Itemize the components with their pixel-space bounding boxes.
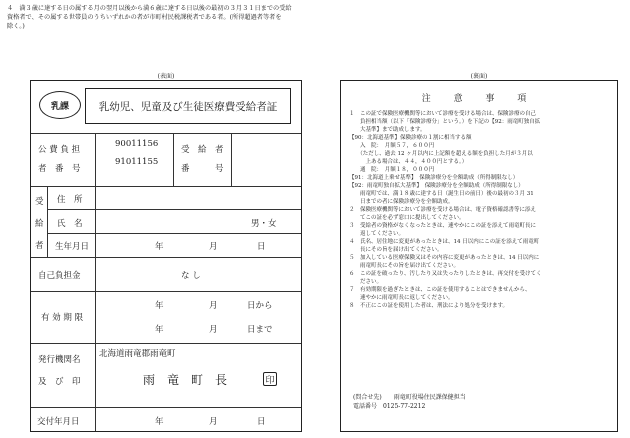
gender-choice: 男・女 <box>251 219 277 229</box>
contact-office: 雨竜町役場住民課保健担当 <box>393 394 466 401</box>
recipient-number-label: 受 給 者 <box>181 145 224 155</box>
recipient-side-label: 者 <box>35 241 44 251</box>
notes-line: 【91：北海道上乗せ基準】 保険診療分を全額助成（所得制限なし） <box>349 175 519 181</box>
notes-line: （ただし、過去 12 ヶ月以内に上記額を超える額を負担した月が３月以 <box>349 151 533 157</box>
divider <box>47 233 301 234</box>
certificate-title: 乳幼児、児童及び生徒医療費受給者証 <box>85 88 291 124</box>
notes-line: ４ 氏名、居住地に変更があったときは、14 日以内にこの証を添えて雨竜町 <box>349 239 540 245</box>
payer-label: 公 費 負 担 <box>38 145 81 155</box>
month-mark: 月 <box>209 417 218 427</box>
day-mark: 日 <box>257 417 266 427</box>
front-caption: (表面) <box>157 73 175 80</box>
notes-line: ７ 有効期限を過ぎたときは、この証を使用することはできませんから、 <box>349 287 531 293</box>
notes-line: 雨竜町では、満１８歳に達する日（誕生日の前日）後の最初の３月 31 <box>349 191 534 197</box>
divider <box>95 407 96 431</box>
header-note <box>7 4 619 31</box>
validity-label: 有 効 期 限 <box>41 313 84 323</box>
category-badge: 乳課 <box>39 91 81 119</box>
notes-line: 入 院： 月額５７，６００円 <box>349 143 435 149</box>
mayor-title: 雨 竜 町 長 <box>143 373 228 387</box>
notes-line: 負担相当額（以下「保険診療分」という。）を下記の【92：雨竜町独自拡 <box>349 119 541 125</box>
notes-line: 日までの者に保険診療分を全額助成。 <box>349 199 454 205</box>
month-mark: 月 <box>209 325 218 335</box>
name-label: 氏 名 <box>57 219 83 229</box>
recipient-number-label: 番 号 <box>181 164 224 174</box>
notes-line: 大基準】まで助成します。 <box>349 127 426 133</box>
valid-until: 日まで <box>247 325 273 335</box>
year-mark: 年 <box>155 325 164 335</box>
divider <box>31 186 301 187</box>
back-caption: (裏面) <box>470 73 488 80</box>
divider <box>31 343 301 344</box>
month-mark: 月 <box>209 301 218 311</box>
divider <box>47 209 301 210</box>
notes-line: 返してください。 <box>349 231 405 237</box>
year-mark: 年 <box>155 242 164 252</box>
divider <box>231 133 232 186</box>
issuer-name: 北海道雨竜郡雨竜町 <box>99 349 176 359</box>
year-mark: 年 <box>155 301 164 311</box>
notes-line: ８ 不正にこの証を使用した者は、刑法により処分を受けます。 <box>349 303 509 309</box>
notes-line: 【92：雨竜町独自拡大基準】 保険診療分を全額助成（所得制限なし） <box>349 183 524 189</box>
issuer-label: 発行機関名 <box>38 355 81 365</box>
notes-line: 速やかに雨竜町長に返してください。 <box>349 295 454 301</box>
notes-line: 上ある場合は、４４，４００円とする。） <box>349 159 468 165</box>
official-seal: 印 <box>263 372 277 386</box>
notes-line: ださい。 <box>349 279 383 285</box>
divider <box>173 133 174 186</box>
notes-line: 通 院： 月額１８，０００円 <box>349 167 435 173</box>
divider <box>31 133 301 134</box>
phone-label: 電話番号 <box>353 403 378 410</box>
divider <box>31 407 301 408</box>
recipient-side-label: 受 <box>35 197 44 207</box>
header-note-line: 除く。) <box>7 23 25 30</box>
notes-list <box>349 110 611 310</box>
divider <box>95 133 96 186</box>
phone-number: 0125-77-2212 <box>383 403 426 410</box>
dob-label: 生年月日 <box>55 242 90 252</box>
notes-line: てこの証を必ず窓口に提出してください。 <box>349 215 465 221</box>
notes-title: 注 意 事 項 <box>421 94 537 104</box>
notes-line: ６ この証を破ったり、汚したり又は失ったりしたときは、再交付を受けてく <box>349 271 542 277</box>
notes-line: 長にその旨を届け出てください。 <box>349 247 443 253</box>
payer-number: 91011155 <box>115 157 159 167</box>
copay-value: な し <box>181 271 201 281</box>
day-mark: 日 <box>257 242 266 252</box>
contact-block <box>353 393 466 411</box>
issuer-label: 及 び 印 <box>38 377 81 387</box>
address-label: 住 所 <box>57 195 83 205</box>
divider <box>47 186 48 257</box>
notes-line: ３ 受給者の資格がなくなったときは、速やかにこの証を添えて雨竜町長に <box>349 223 537 229</box>
certificate-back <box>340 80 618 432</box>
divider <box>31 257 301 258</box>
notes-line: ５ 加入している医療保険又はその内容に変更があったときは、14 日以内に <box>349 255 540 261</box>
certificate-front <box>30 80 302 432</box>
notes-line: 【90：北海道基準】保険診療の１割に相当する額 <box>349 135 472 141</box>
notes-line: １ この証で保険医療機関等において診療を受ける場合は、保険診療の自己 <box>349 111 537 117</box>
notes-line: ２ 保険医療機関等において診療を受ける場合は、電子資格確認書等に添え <box>349 207 537 213</box>
month-mark: 月 <box>209 242 218 252</box>
recipient-side-label: 給 <box>35 219 44 229</box>
header-note-line: 資格者で、その属する世帯員のうちいずれかの者が市町村民税課税者である者。(所得超過者等者を <box>7 14 282 21</box>
contact-label: (問合せ先) <box>353 394 382 401</box>
valid-from: 日から <box>247 301 273 311</box>
notes-line: 雨竜町長にその旨を届け出てください。 <box>349 263 460 269</box>
year-mark: 年 <box>155 417 164 427</box>
payer-number: 90011156 <box>115 139 159 149</box>
divider <box>95 186 96 407</box>
payer-label: 者 番 号 <box>38 164 81 174</box>
issue-date-label: 交付年月日 <box>37 417 80 427</box>
copay-label: 自己負担金 <box>38 271 81 281</box>
header-note-line: ４ 満３歳に達する日の属する月の翌月以後から満６歳に達する日以後の最初の３月３１日までの受給 <box>7 5 292 12</box>
divider <box>31 291 301 292</box>
